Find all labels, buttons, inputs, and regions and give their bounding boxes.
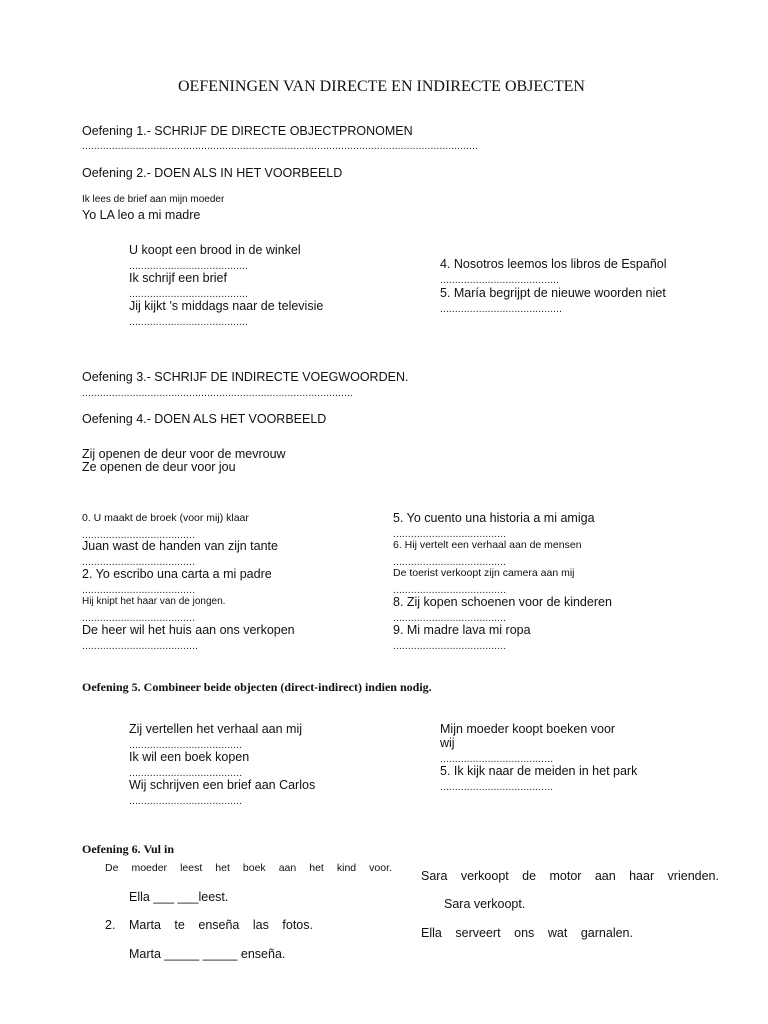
page-title: OEFENINGEN VAN DIRECTE EN INDIRECTE OBJECTEN xyxy=(178,78,585,95)
exercise-4-item: 9. Mi madre lava mi ropa xyxy=(393,623,531,637)
exercise-5-answer-line: ...................................... xyxy=(129,768,243,779)
exercise-2-item: 5. María begrijpt de nieuwe woorden niet xyxy=(440,286,666,300)
exercise-4-item: 6. Hij vertelt een verhaal aan de mensen xyxy=(393,539,582,551)
exercise-4-example: Ze openen de deur voor jou xyxy=(82,460,236,474)
exercise-4-answer-line: ...................................... xyxy=(393,613,507,624)
word: boek xyxy=(242,862,266,874)
exercise-4-item: De heer wil het huis aan ons verkopen xyxy=(82,623,295,637)
exercise-4-item: 8. Zij kopen schoenen voor de kinderen xyxy=(393,595,612,609)
exercise-4-heading: Oefening 4.- DOEN ALS HET VOORBEELD xyxy=(82,412,327,426)
exercise-4-answer-line: ...................................... xyxy=(393,557,507,568)
exercise-4-item: 2. Yo escribo una carta a mi padre xyxy=(82,567,272,581)
word: enseña xyxy=(198,918,240,932)
word: vrienden. xyxy=(667,869,719,883)
exercise-2-example-es: Yo LA leo a mi madre xyxy=(82,208,201,222)
word: de xyxy=(522,869,537,883)
exercise-4-answer-line: ...................................... xyxy=(393,641,507,652)
exercise-4-item: Juan wast de handen van zijn tante xyxy=(82,539,278,553)
word: fotos. xyxy=(282,918,313,932)
exercise-6-heading: Oefening 6. Vul in xyxy=(82,842,175,856)
exercise-5-item: Ik wil een boek kopen xyxy=(129,750,250,764)
exercise-2-answer-line: ........................................ xyxy=(440,275,560,286)
exercise-5-item: Mijn moeder koopt boeken voor xyxy=(440,722,616,736)
exercise-4-item: De toerist verkoopt zijn camera aan mij xyxy=(393,567,575,579)
exercise-6-sentence-2 xyxy=(105,918,313,932)
exercise-6-fill-in-2: Marta _____ _____ enseña. xyxy=(129,947,286,961)
exercise-4-answer-line: ...................................... xyxy=(393,585,507,596)
exercise-4-answer-line: ....................................... xyxy=(82,641,199,652)
exercise-2-item: U koopt een brood in de winkel xyxy=(129,243,301,257)
exercise-6-fill-in-1: Ella ___ ___leest. xyxy=(129,890,229,904)
word: wat xyxy=(547,926,568,940)
exercise-2-answer-line: ........................................ xyxy=(129,261,249,272)
exercise-5-item: Wij schrijven een brief aan Carlos xyxy=(129,778,316,792)
exercise-2-answer-line: ........................................ xyxy=(129,289,249,300)
exercise-4-answer-line: ...................................... xyxy=(82,557,196,568)
word: garnalen. xyxy=(580,926,633,940)
exercise-5-item: Zij vertellen het verhaal aan mij xyxy=(129,722,302,736)
exercise-1-answer-line: ..................................................................................................................................... xyxy=(82,141,479,152)
word: Sara xyxy=(421,869,448,883)
exercise-5-answer-line: ...................................... xyxy=(129,796,243,807)
word: motor xyxy=(549,869,582,883)
exercise-6-sentence-1 xyxy=(105,862,392,874)
word: leest xyxy=(180,862,203,874)
exercise-2-example-nl: Ik lees de brief aan mijn moeder xyxy=(82,194,225,205)
exercise-6-sentence-3 xyxy=(421,869,719,883)
exercise-2-item: 4. Nosotros leemos los libros de Español xyxy=(440,257,667,271)
exercise-4-example: Zij openen de deur voor de mevrouw xyxy=(82,447,286,461)
exercise-2-item: Ik schrijf een brief xyxy=(129,271,227,285)
exercise-6-fill-in-3: Sara verkoopt. xyxy=(444,897,526,911)
exercise-4-answer-line: ...................................... xyxy=(82,530,196,541)
word: kind xyxy=(336,862,357,874)
exercise-5-item-continued: wij xyxy=(440,736,455,750)
word: haar xyxy=(629,869,655,883)
exercise-5-answer-line: ...................................... xyxy=(440,754,554,765)
word: te xyxy=(174,918,185,932)
exercise-5-item: 5. Ik kijk naar de meiden in het park xyxy=(440,764,638,778)
word: het xyxy=(215,862,230,874)
word: las xyxy=(252,918,269,932)
exercise-4-item: 0. U maakt de broek (voor mij) klaar xyxy=(82,512,249,524)
exercise-4-item: 5. Yo cuento una historia a mi amiga xyxy=(393,511,595,525)
word: serveert xyxy=(455,926,501,940)
word: De xyxy=(105,862,119,874)
exercise-5-answer-line: ...................................... xyxy=(440,782,554,793)
word: aan xyxy=(278,862,297,874)
word: voor. xyxy=(369,862,392,874)
exercise-5-answer-line: ...................................... xyxy=(129,740,243,751)
word: moeder xyxy=(131,862,168,874)
exercise-3-heading: Oefening 3.- SCHRIJF DE INDIRECTE VOEGWOORDEN. xyxy=(82,370,409,384)
exercise-2-answer-line: ........................................ xyxy=(129,317,249,328)
exercise-2-answer-line: ......................................... xyxy=(440,304,563,315)
exercise-4-answer-line: ...................................... xyxy=(82,613,196,624)
exercise-2-heading: Oefening 2.- DOEN ALS IN HET VOORBEELD xyxy=(82,166,343,180)
word: het xyxy=(309,862,324,874)
exercise-1-heading: Oefening 1.- SCHRIJF DE DIRECTE OBJECTPRONOMEN xyxy=(82,124,413,138)
word: ons xyxy=(514,926,535,940)
word: verkoopt xyxy=(460,869,509,883)
word: Ella xyxy=(421,926,442,940)
exercise-2-item: Jij kijkt ’s middags naar de televisie xyxy=(129,299,324,313)
exercise-4-item: Hij knipt het haar van de jongen. xyxy=(82,596,226,607)
exercise-4-answer-line: ...................................... xyxy=(393,529,507,540)
word: Marta xyxy=(128,918,161,932)
exercise-3-answer-line: ........................................................................................... xyxy=(82,388,354,399)
exercise-5-heading: Oefening 5. Combineer beide objecten (direct-indirect) indien nodig. xyxy=(82,680,432,694)
exercise-4-answer-line: ...................................... xyxy=(82,585,196,596)
word: 2. xyxy=(105,918,116,932)
exercise-6-sentence-4 xyxy=(421,926,633,940)
word: aan xyxy=(594,869,616,883)
